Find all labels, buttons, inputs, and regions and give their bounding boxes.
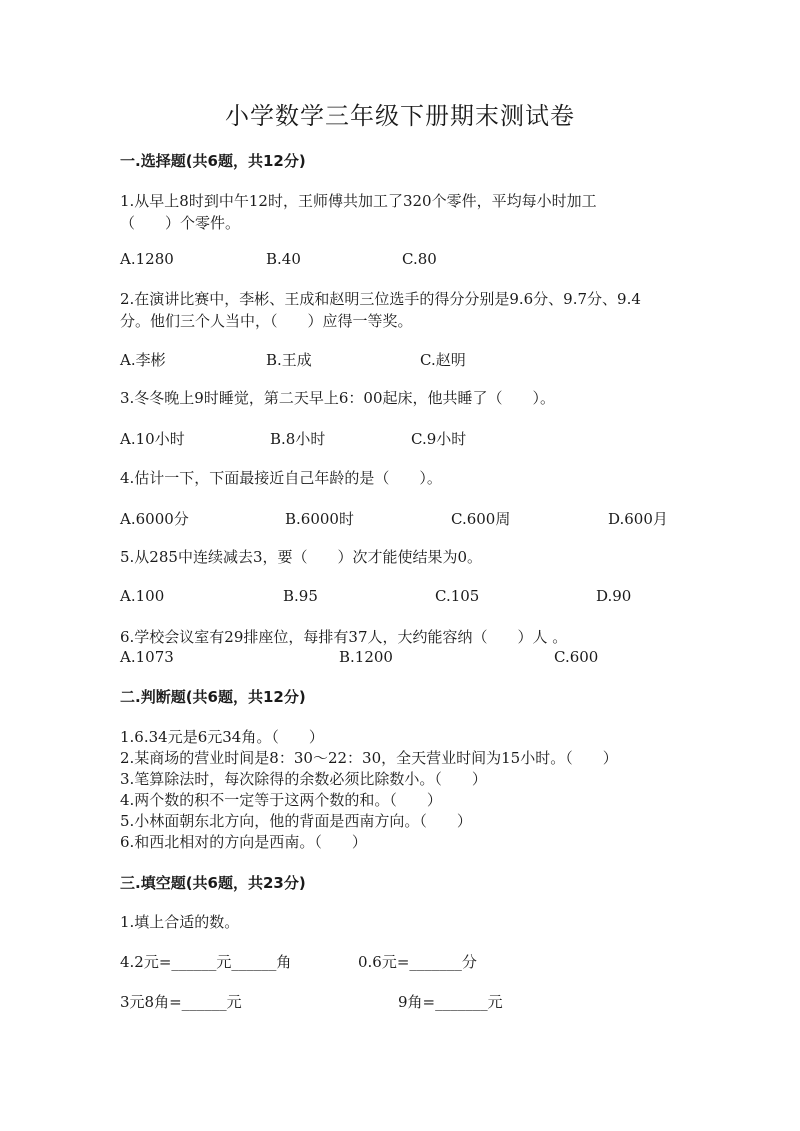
- option-b: B.1200: [339, 648, 393, 666]
- option-c: C.600周: [451, 510, 511, 528]
- fill-blank-item: 0.6元=_______分: [358, 953, 477, 971]
- section-heading-fill: 三.填空题(共6题，共23分): [120, 874, 306, 892]
- stem-line: 2.在演讲比赛中，李彬、王成和赵明三位选手的得分分别是9.6分、9.7分、9.4: [120, 290, 641, 308]
- option-c: C.9小时: [411, 430, 467, 448]
- option-c: C.105: [435, 587, 480, 605]
- option-d: D.90: [596, 587, 632, 605]
- option-a: A.6000分: [120, 510, 189, 528]
- option-a: A.10小时: [120, 430, 185, 448]
- option-b: B.40: [266, 250, 301, 268]
- option-b: B.6000时: [285, 510, 354, 528]
- option-b: B.8小时: [270, 430, 326, 448]
- fill-question: 1.填上合适的数。: [120, 913, 240, 931]
- option-a: A.李彬: [120, 351, 166, 369]
- question-stem: 4.估计一下，下面最接近自己年龄的是（ ）。: [120, 469, 442, 487]
- option-c: C.赵明: [420, 351, 466, 369]
- judge-item: 1.6.34元是6元34角。（ ）: [120, 728, 324, 746]
- question-stem: [120, 190, 680, 234]
- option-c: C.80: [402, 250, 437, 268]
- page-title: 小学数学三年级下册期末测试卷: [225, 102, 575, 130]
- judge-item: 6.和西北相对的方向是西南。（ ）: [120, 833, 367, 851]
- fill-blank-item: 4.2元=______元______角: [120, 953, 292, 971]
- question-stem: 6.学校会议室有29排座位，每排有37人，大约能容纳（ ）人 。: [120, 628, 568, 646]
- option-a: A.100: [120, 587, 165, 605]
- fill-blank-item: 3元8角=______元: [120, 993, 242, 1011]
- option-a: A.1280: [120, 250, 174, 268]
- judge-item: 5.小林面朝东北方向，他的背面是西南方向。（ ）: [120, 812, 472, 830]
- judge-item: 4.两个数的积不一定等于这两个数的和。（ ）: [120, 791, 442, 809]
- stem-line: 分。他们三个人当中，（ ）应得一等奖。: [120, 312, 413, 330]
- option-b: B.王成: [266, 351, 312, 369]
- question-stem: 3.冬冬晚上9时睡觉，第二天早上6：00起床，他共睡了（ ）。: [120, 389, 555, 407]
- section-heading-judge: 二.判断题(共6题，共12分): [120, 688, 306, 706]
- section-heading-choice: 一.选择题(共6题，共12分): [120, 152, 306, 170]
- option-a: A.1073: [120, 648, 174, 666]
- judge-item: 3.笔算除法时，每次除得的余数必须比除数小。（ ）: [120, 770, 487, 788]
- option-c: C.600: [554, 648, 599, 666]
- option-b: B.95: [283, 587, 318, 605]
- question-stem: 5.从285中连续减去3，要（ ）次才能使结果为0。: [120, 548, 483, 566]
- question-stem: [120, 288, 680, 332]
- stem-line: 1.从早上8时到中午12时，王师傅共加工了320个零件，平均每小时加工: [120, 192, 597, 210]
- stem-line: （ ）个零件。: [120, 214, 241, 232]
- judge-item: 2.某商场的营业时间是8：30～22：30，全天营业时间为15小时。（ ）: [120, 749, 618, 767]
- option-d: D.600月: [608, 510, 668, 528]
- fill-blank-item: 9角=_______元: [398, 993, 503, 1011]
